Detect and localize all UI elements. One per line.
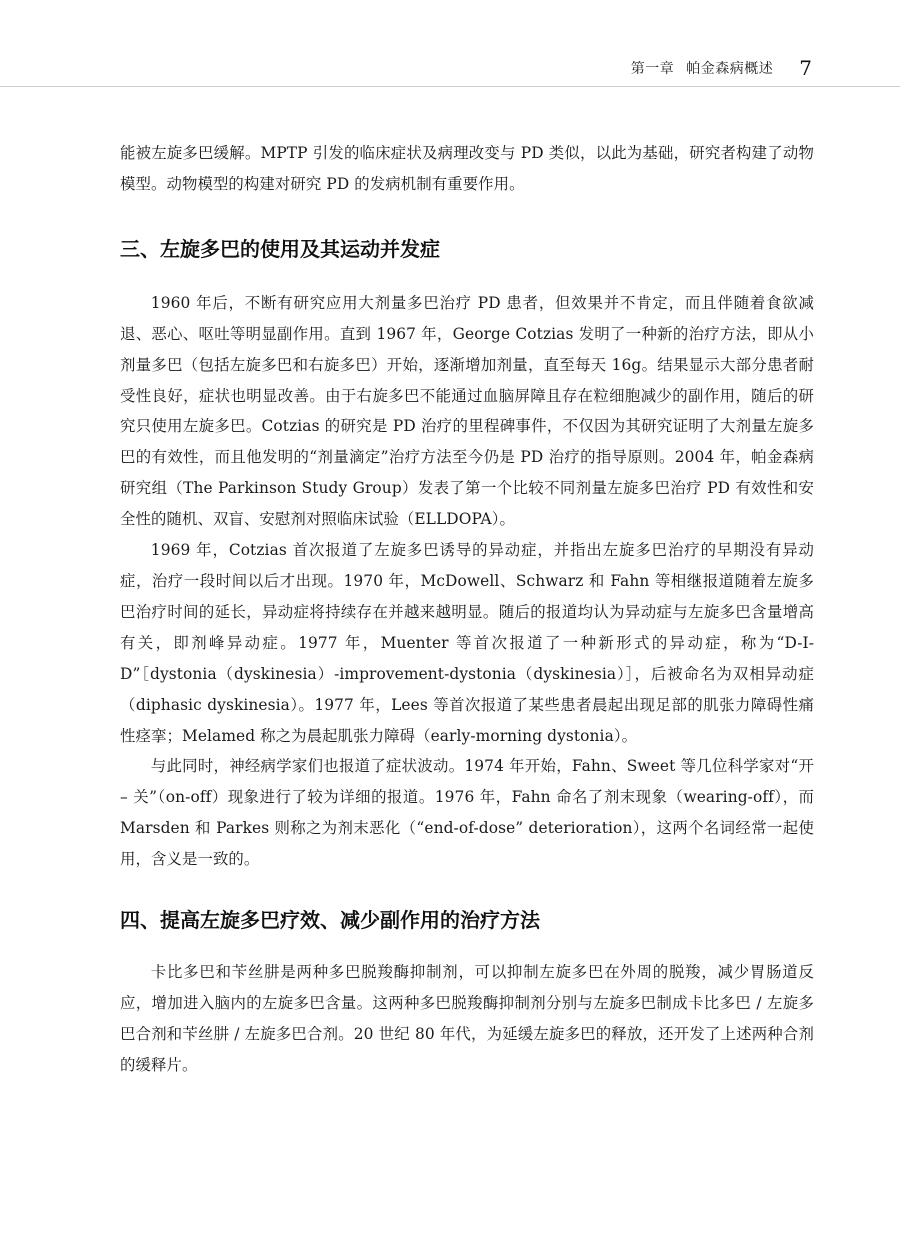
header-divider	[0, 86, 900, 87]
page-number: 7	[799, 56, 812, 80]
running-header	[631, 56, 812, 80]
paragraph-dyskinesia: 1969 年，Cotzias 首次报道了左旋多巴诱导的异动症，并指出左旋多巴治疗的早期没有异动症，治疗一段时间以后才出现。1970 年，McDowell、Schwarz 和 Fahn 等相继报道随着左旋多巴治疗时间的延长，异动症将持续存在并越来越明显。随后的报道均认为异动症与左旋多巴含量增高有关，即剂峰异动症。1977 年，Muenter 等首次报道了一种新形式的异动症，称为“D-I-D”［dystonia（dyskinesia）-improvement-dystonia（dyskinesia）］，后被命名为双相异动症（diphasic dyskinesia）。1977 年，Lees 等首次报道了某些患者晨起出现足部的肌张力障碍性痛性痉挛；Melamed 称之为晨起肌张力障碍（early-morning dystonia）。	[120, 541, 814, 745]
paragraph-decarboxylase: 卡比多巴和苄丝肼是两种多巴脱羧酶抑制剂，可以抑制左旋多巴在外周的脱羧，减少胃肠道反应，增加进入脑内的左旋多巴含量。这两种多巴脱羧酶抑制剂分别与左旋多巴制成卡比多巴 / 左旋多巴合剂和苄丝肼 / 左旋多巴合剂。20 世纪 80 年代，为延缓左旋多巴的释放，还开发了上述两种合剂的缓释片。	[120, 963, 814, 1074]
chapter-label: 第一章	[630, 61, 675, 77]
paragraph-1960s: 1960 年后，不断有研究应用大剂量多巴治疗 PD 患者，但效果并不肯定，而且伴随着食欲减退、恶心、呕吐等明显副作用。直到 1967 年，George Cotzias 发明了一种新的治疗方法，即从小剂量多巴（包括左旋多巴和右旋多巴）开始，逐渐增加剂量，直至每天 16g。结果显示大部分患者耐受性良好，症状也明显改善。由于右旋多巴不能通过血脑屏障且存在粒细胞减少的副作用，随后的研究只使用左旋多巴。Cotzias 的研究是 PD 治疗的里程碑事件，不仅因为其研究证明了大剂量左旋多巴的有效性，而且他发明的“剂量滴定”治疗方法至今仍是 PD 治疗的指导原则。2004 年，帕金森病研究组（The Parkinson Study Group）发表了第一个比较不同剂量左旋多巴治疗 PD 有效性和安全性的随机、双盲、安慰剂对照临床试验（ELLDOPA）。	[120, 293, 814, 529]
paragraph-fluctuations: 与此同时，神经病学家们也报道了症状波动。1974 年开始，Fahn、Sweet 等几位科学家对“开 – 关”（on-off）现象进行了较为详细的报道。1976 年，Fahn 命名了剂末现象（wearing-off），而 Marsden 和 Parkes 则称之为剂末恶化（“end-of-dose” deterioration），这两个名词经常一起使用，含义是一致的。	[120, 757, 814, 869]
section-heading-4: 四、提高左旋多巴疗效、减少副作用的治疗方法	[120, 908, 540, 933]
page-body	[120, 138, 814, 1081]
section-heading-3: 三、左旋多巴的使用及其运动并发症	[120, 236, 440, 261]
chapter-title: 帕金森病概述	[686, 61, 774, 77]
paragraph-continuation: 能被左旋多巴缓解。MPTP 引发的临床症状及病理改变与 PD 类似，以此为基础，研究者构建了动物模型。动物模型的构建对研究 PD 的发病机制有重要作用。	[120, 144, 814, 193]
